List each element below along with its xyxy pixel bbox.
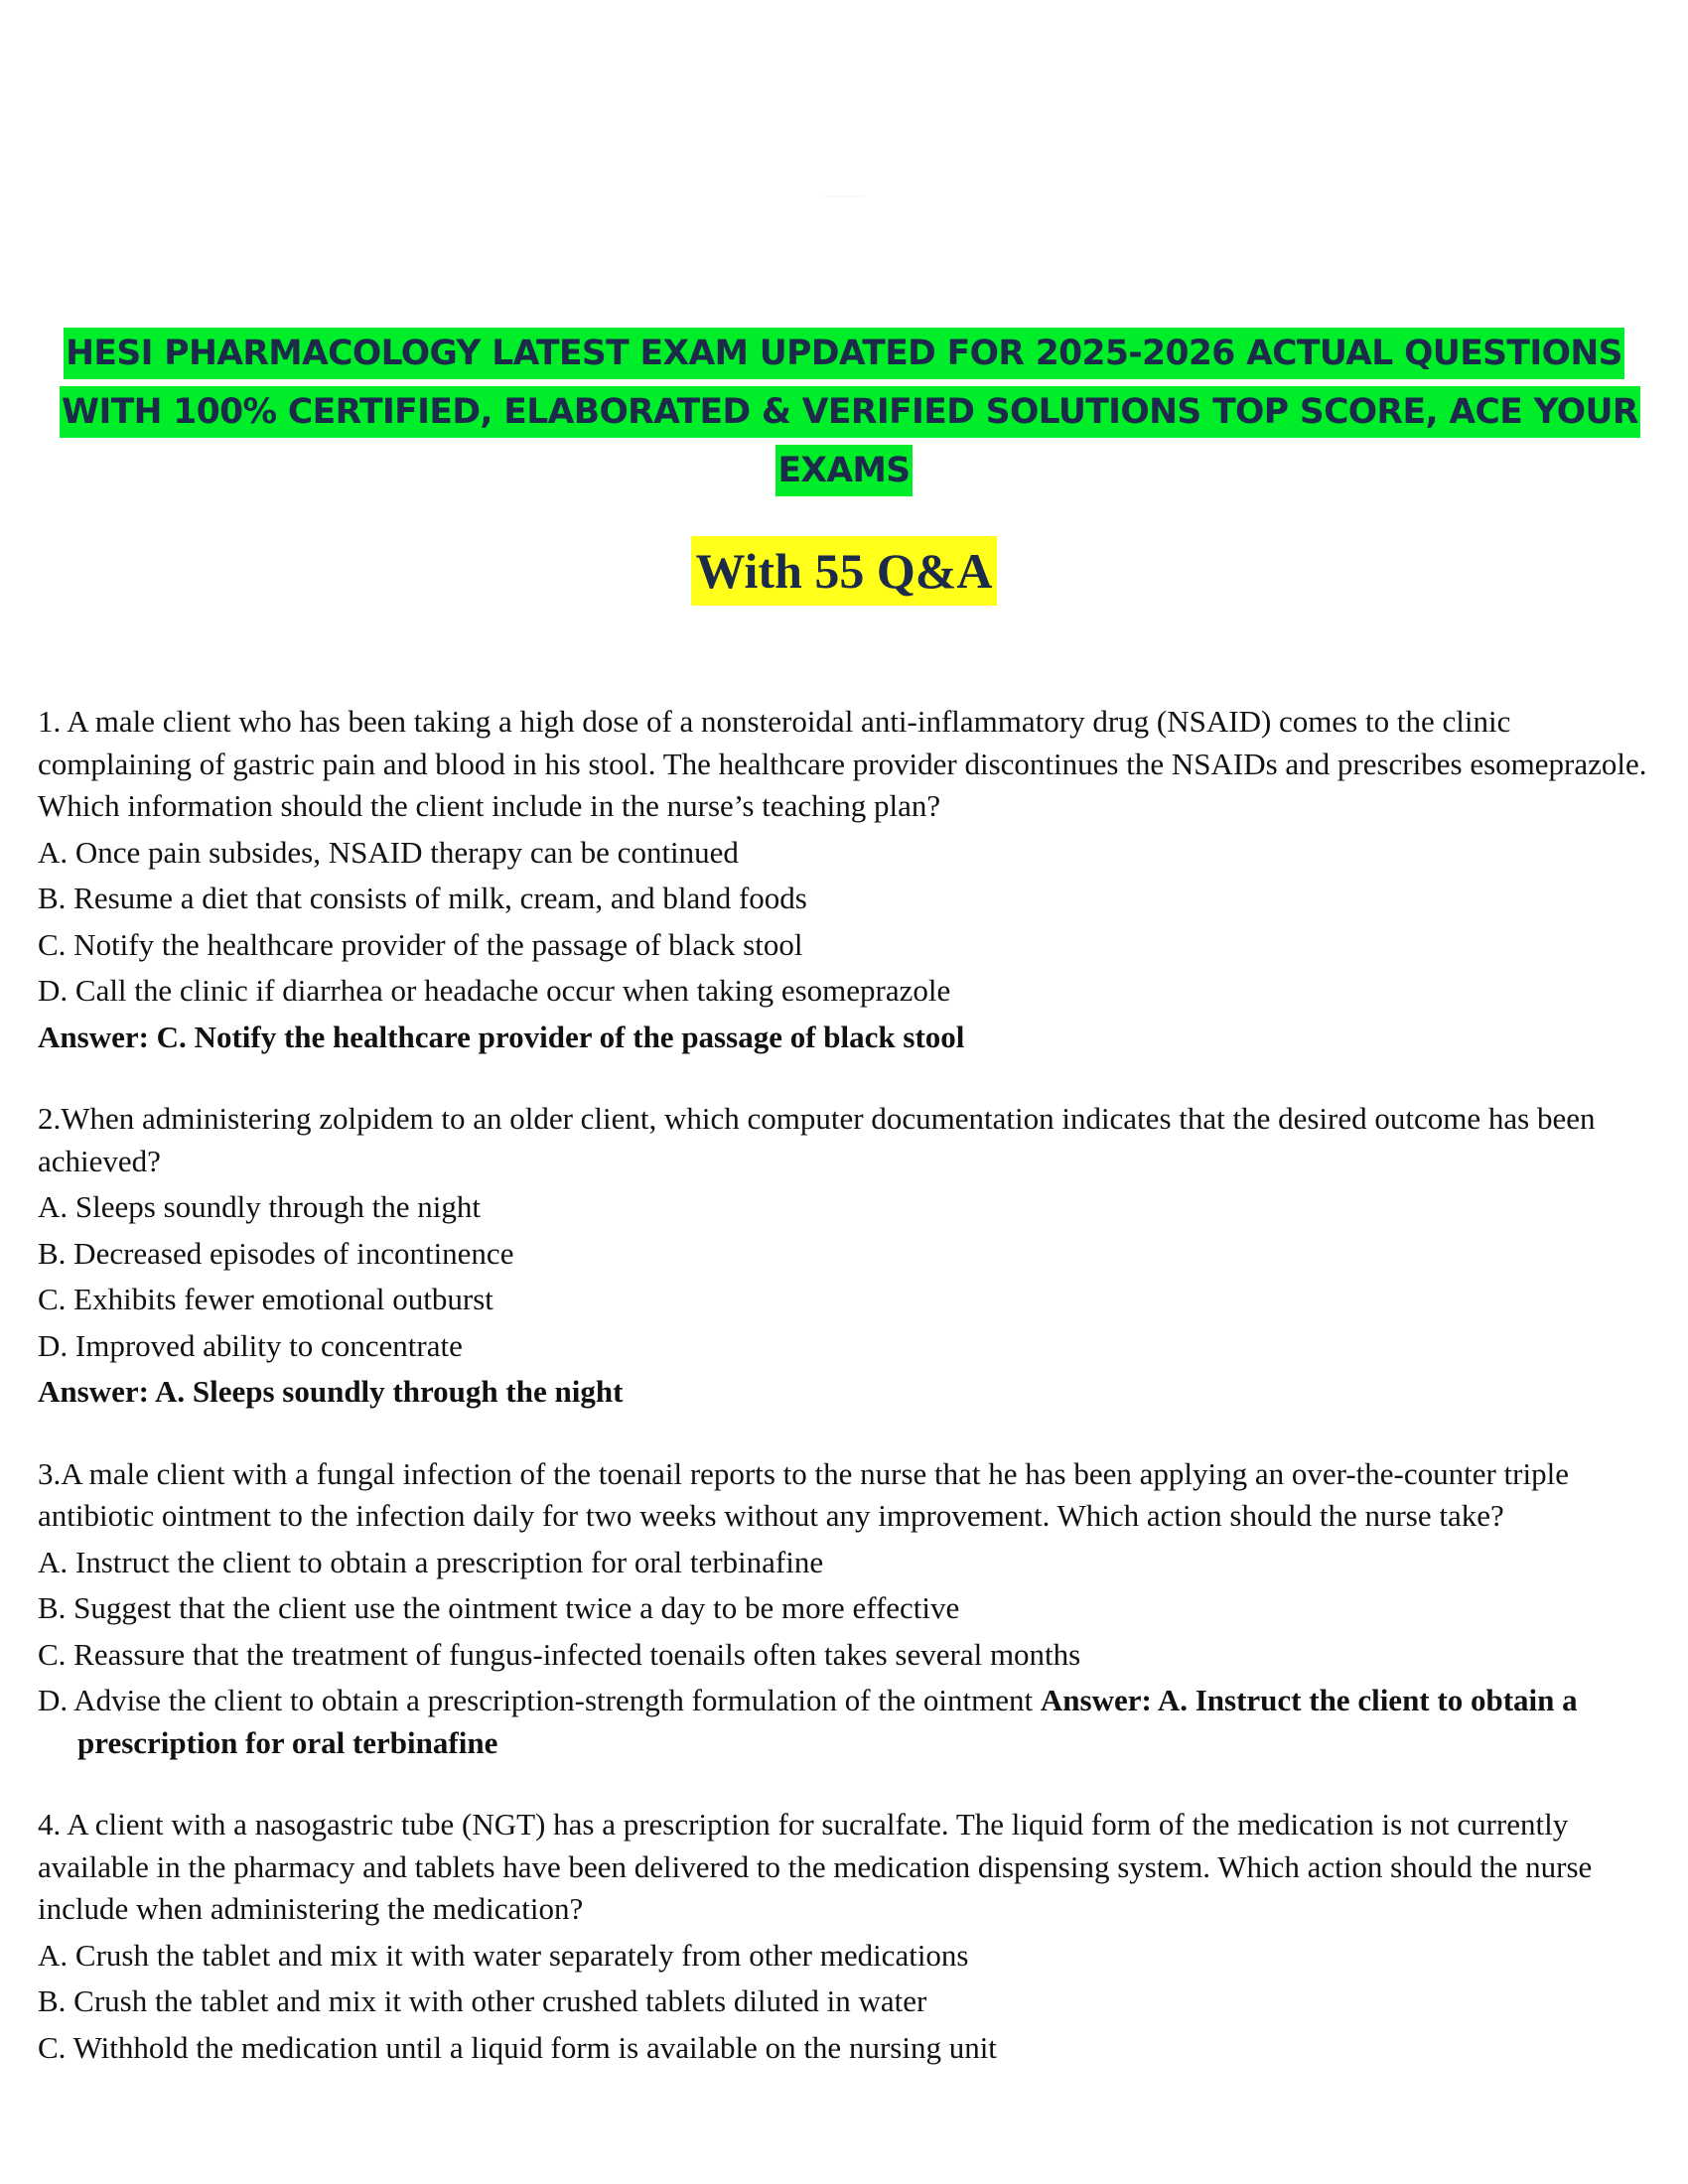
document-title	[60, 326, 1638, 501]
option-a: A. Once pain subsides, NSAID therapy can be continued	[38, 834, 739, 870]
question-item-1	[38, 701, 1656, 1058]
option-c: C. Notify the healthcare provider of the passage of black stool	[38, 926, 803, 962]
option-d: D. Improved ability to concentrate	[38, 1327, 463, 1363]
option-c: C. Reassure that the treatment of fungus-infected toenails often takes several months	[38, 1636, 1081, 1672]
questions-list	[38, 701, 1656, 2109]
subtitle-text: With 55 Q&A	[691, 536, 996, 606]
question-item-4	[38, 1804, 1656, 2069]
question-item-3	[38, 1453, 1656, 1765]
title-line-2: WITH 100% CERTIFIED, ELABORATED & VERIFIED SOLUTIONS TOP SCORE, ACE YOUR	[60, 386, 1640, 438]
option-a: A. Sleeps soundly through the night	[38, 1189, 482, 1224]
question-text: 4. A client with a nasogastric tube (NGT) has a prescription for sucralfate. The liquid form of the medication is not currently available in the pharmacy and tablets have been delivered to the medication dispensing system. Which action should the nurse include when administering the medication?	[38, 1807, 1593, 1926]
subtitle	[0, 536, 1688, 606]
answer: Answer: A. Sleeps soundly through the night	[38, 1374, 624, 1409]
option-b: B. Decreased episodes of incontinence	[38, 1235, 514, 1271]
question-item-2	[38, 1098, 1656, 1414]
question-text: 2.When administering zolpidem to an older client, which computer documentation indicates that the desired outcome has been achieved?	[38, 1101, 1596, 1178]
question-text: 1. A male client who has been taking a high dose of a nonsteroidal anti-inflammatory drug (NSAID) comes to the clinic complaining of gastric pain and blood in his stool. The healthcare provider discontinues the NSAIDs and prescribes esomeprazole. Which information should the client include in the nurse’s teaching plan?	[38, 704, 1647, 823]
question-text: 3.A male client with a fungal infection of the toenail reports to the nurse that he has been applying an over-the-counter triple antibiotic ointment to the infection daily for two weeks without any improvement. Which action should the nurse take?	[38, 1455, 1569, 1533]
option-a: A. Instruct the client to obtain a prescription for oral terbinafine	[38, 1544, 824, 1579]
header-mark: …………………………	[824, 193, 864, 198]
option-b: B. Suggest that the client use the ointment twice a day to be more effective	[38, 1590, 960, 1625]
option-d: D. Call the clinic if diarrhea or headache occur when taking esomeprazole	[38, 973, 951, 1008]
option-c: C. Exhibits fewer emotional outburst	[38, 1282, 493, 1316]
title-line-1: HESI PHARMACOLOGY LATEST EXAM UPDATED FOR 2025-2026 ACTUAL QUESTIONS	[64, 328, 1624, 379]
option-d-with-answer	[38, 1680, 1656, 1764]
title-line-3: EXAMS	[775, 445, 912, 496]
option-c: C. Withhold the medication until a liquid form is available on the nursing unit	[38, 2029, 997, 2065]
option-b: B. Crush the tablet and mix it with other crushed tablets diluted in water	[38, 1983, 927, 2018]
option-d: D. Advise the client to obtain a prescription-strength formulation of the ointment	[38, 1683, 1034, 1717]
answer: Answer: A. Instruct the client to obtain a prescription for oral terbinafine	[77, 1683, 1578, 1760]
option-b: B. Resume a diet that consists of milk, cream, and bland foods	[38, 881, 807, 915]
answer: Answer: C. Notify the healthcare provider of the passage of black stool	[38, 1019, 965, 1054]
option-a: A. Crush the tablet and mix it with water separately from other medications	[38, 1937, 969, 1973]
